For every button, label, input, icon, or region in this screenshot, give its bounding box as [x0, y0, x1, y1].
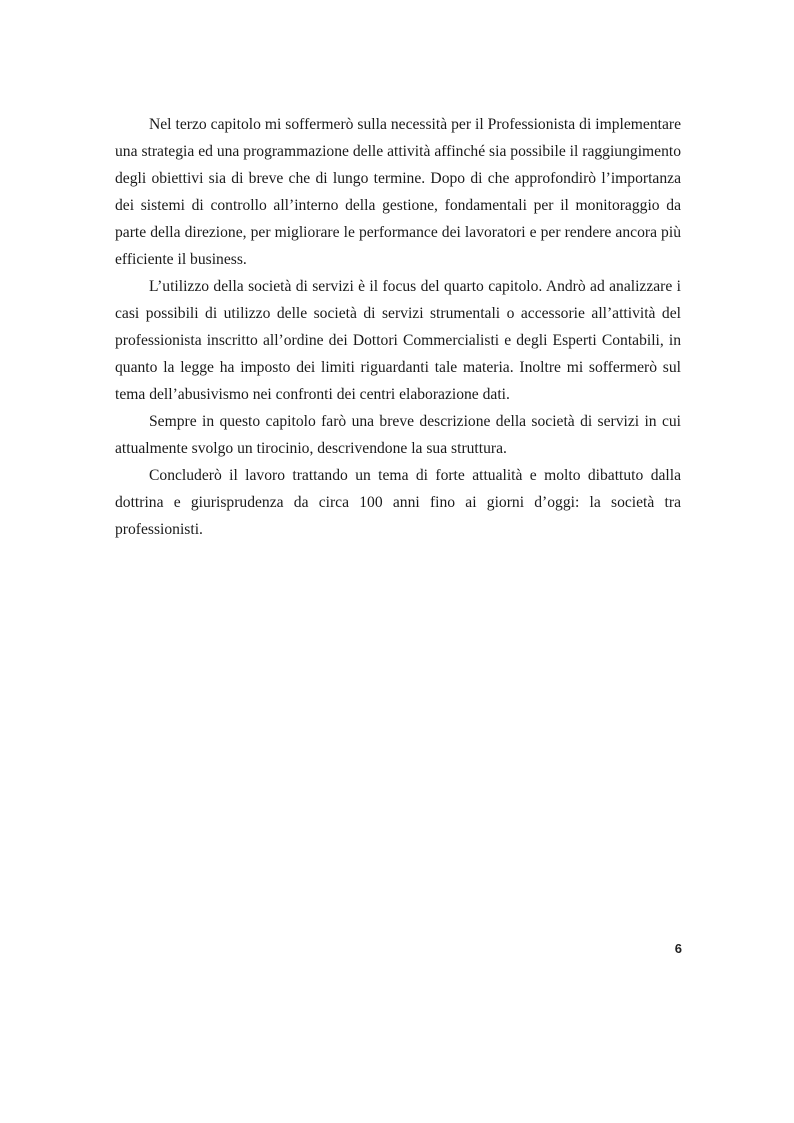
page-number: 6	[674, 941, 682, 956]
paragraph-chapter-three: Nel terzo capitolo mi soffermerò sulla necessità per il Professionista di implementare una strategia ed una programmazione delle attività affinché sia possibile il raggiungimento degli obiettivi sia di breve che di lungo termine. Dopo di che approfondirò l’importanza dei sistemi di controllo all’interno della gestione, fondamentali per il monitoraggio da parte della direzione, per migliorare le performance dei lavoratori e per rendere ancora più efficiente il business.	[115, 116, 681, 268]
paragraph-chapter-four: L’utilizzo della società di servizi è il focus del quarto capitolo. Andrò ad analizzare i casi possibili di utilizzo delle società di servizi strumentali o accessorie all’attività del professionista inscritto all’ordine dei Dottori Commercialisti e degli Esperti Contabili, in quanto la legge ha imposto dei limiti riguardanti tale materia. Inoltre mi soffermerò sul tema dell’abusivismo nei confronti dei centri elaborazione dati.	[115, 278, 681, 403]
body-text	[115, 111, 681, 543]
paragraph-internship-company: Sempre in questo capitolo farò una breve descrizione della società di servizi in cui attualmente svolgo un tirocinio, descrivendone la sua struttura.	[115, 413, 681, 457]
paragraph-conclusion: Concluderò il lavoro trattando un tema di forte attualità e molto dibattuto dalla dottrina e giurisprudenza da circa 100 anni fino ai giorni d’oggi: la società tra professionisti.	[115, 467, 681, 538]
